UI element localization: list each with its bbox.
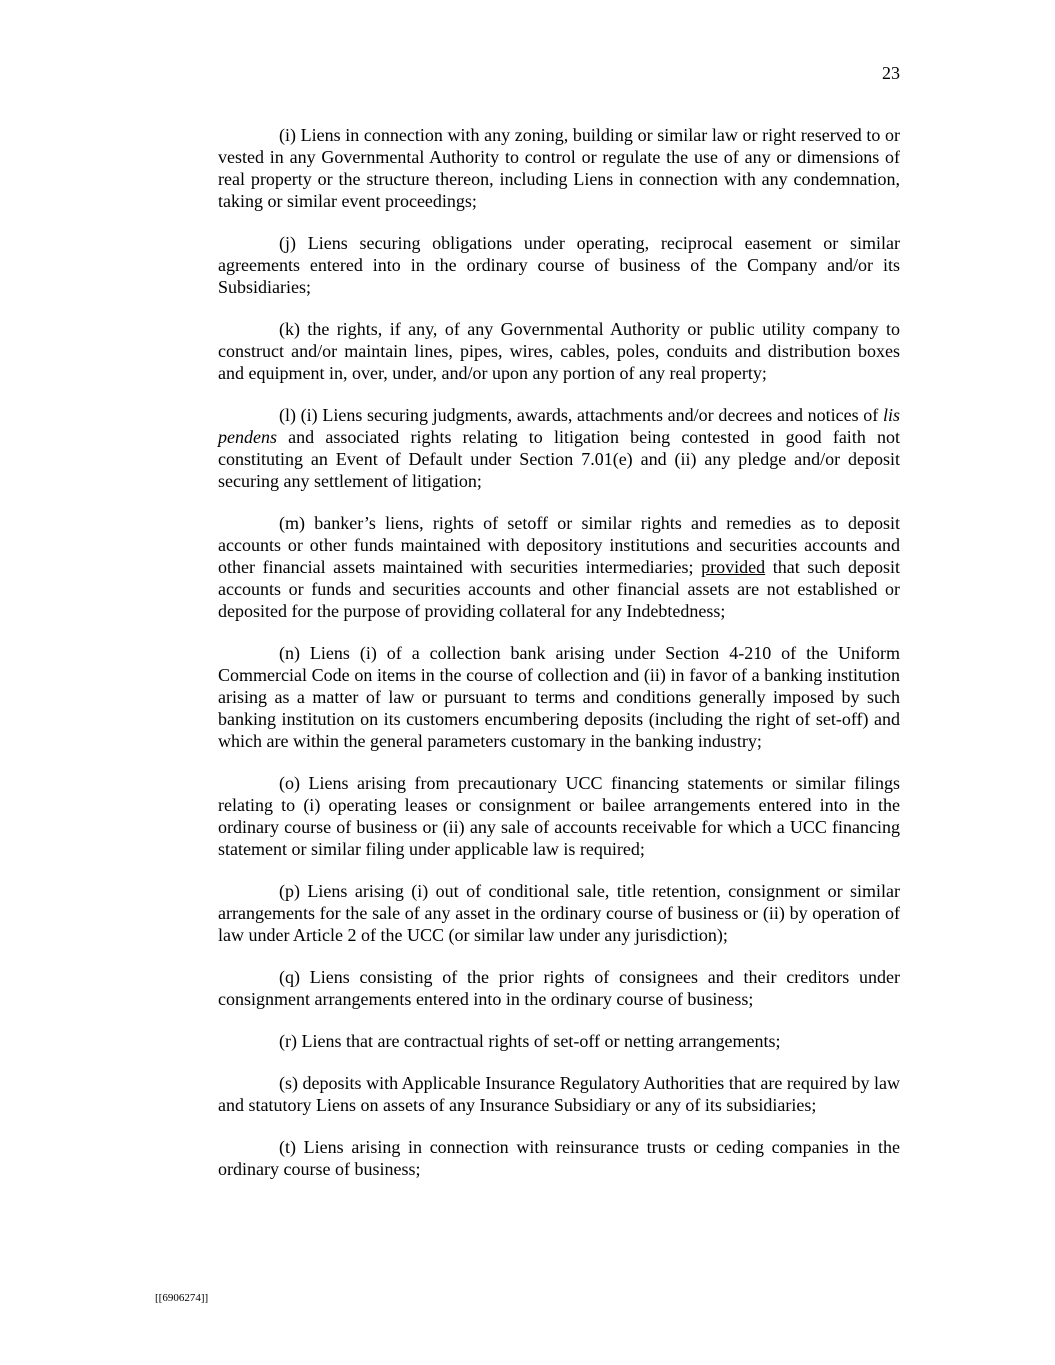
paragraph-l-lead: (l) (i) Liens securing judgments, awards, attachments and/or decrees and notices of (279, 405, 883, 425)
document-body (218, 124, 900, 1180)
paragraph-i: (i) Liens in connection with any zoning, building or similar law or right reserved to or vested in any Governmental Authority to control or regulate the use of any or dimensions of real property or the structure thereon, including Liens in connection with any condemnation, taking or similar event proceedings; (218, 125, 900, 211)
paragraph-k: (k) the rights, if any, of any Governmental Authority or public utility company to construct and/or maintain lines, pipes, wires, cables, poles, conduits and distribution boxes and equipment in, over, under, and/or upon any portion of any real property; (218, 319, 900, 383)
paragraph-m (218, 512, 900, 622)
document-id-footer: [[6906274]] (155, 1292, 209, 1304)
paragraph-s: (s) deposits with Applicable Insurance Regulatory Authorities that are required by law and statutory Liens on assets of any Insurance Subsidiary or any of its subsidiaries; (218, 1073, 900, 1115)
paragraph-m-lead: (m) banker’s liens, rights of setoff or similar rights and remedies as to deposit accounts or other funds maintained with depository institutions and securities accounts and other financial assets maintained with securities intermediaries; (218, 513, 900, 577)
paragraph-l (218, 404, 900, 492)
paragraph-r: (r) Liens that are contractual rights of set-off or netting arrangements; (279, 1031, 781, 1051)
paragraph-m-rest: that such deposit accounts or funds and securities accounts and other financial assets are not established or deposited for the purpose of providing collateral for any Indebtedness; (218, 557, 900, 621)
paragraph-o: (o) Liens arising from precautionary UCC financing statements or similar filings relating to (i) operating leases or consignment or bailee arrangements entered into in the ordinary course of business or (ii) any sale of accounts receivable for which a UCC financing statement or similar filing under applicable law is required; (218, 773, 900, 859)
paragraph-t: (t) Liens arising in connection with reinsurance trusts or ceding companies in the ordinary course of business; (218, 1137, 900, 1179)
paragraph-j: (j) Liens securing obligations under operating, reciprocal easement or similar agreements entered into in the ordinary course of business of the Company and/or its Subsidiaries; (218, 233, 900, 297)
paragraph-q: (q) Liens consisting of the prior rights of consignees and their creditors under consignment arrangements entered into in the ordinary course of business; (218, 967, 900, 1009)
paragraph-p: (p) Liens arising (i) out of conditional sale, title retention, consignment or similar arrangements for the sale of any asset in the ordinary course of business or (ii) by operation of law under Article 2 of the UCC (or similar law under any jurisdiction); (218, 881, 900, 945)
paragraph-l-rest: and associated rights relating to litigation being contested in good faith not constituting an Event of Default under Section 7.01(e) and (ii) any pledge and/or deposit securing any settlement of litigation; (218, 427, 900, 491)
lis-pendens-term: lis pendens (218, 405, 900, 447)
provided-term: provided (701, 557, 766, 577)
paragraph-n: (n) Liens (i) of a collection bank arising under Section 4-210 of the Uniform Commercial Code on items in the course of collection and (ii) in favor of a banking institution arising as a matter of law or pursuant to terms and conditions generally imposed by such banking institution on its customers encumbering deposits (including the right of set-off) and which are within the general parameters customary in the banking industry; (218, 643, 900, 751)
page-number: 23 (882, 63, 900, 83)
